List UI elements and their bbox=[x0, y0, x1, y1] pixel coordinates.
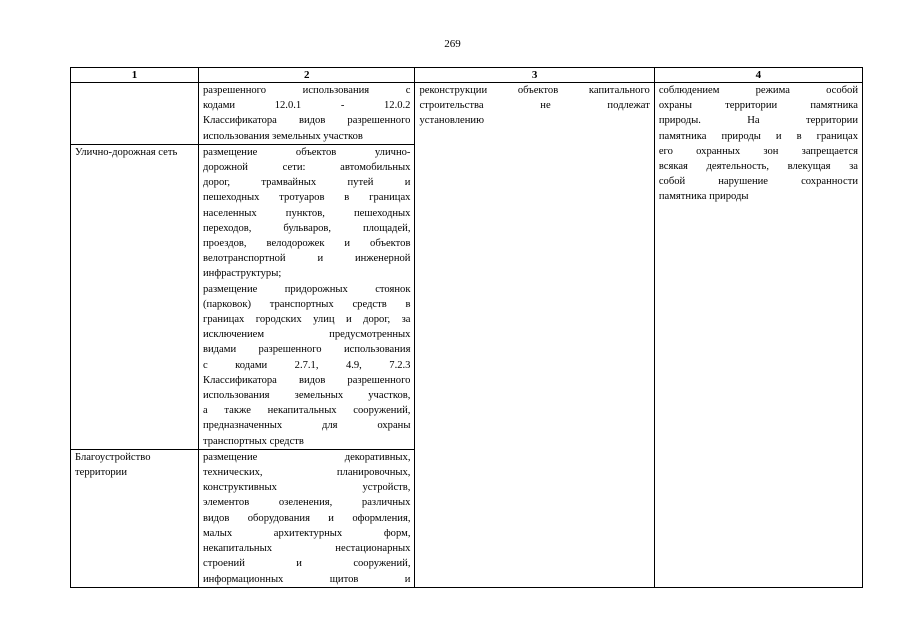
column-header-4: 4 bbox=[654, 68, 862, 83]
text-line: строительства не подлежат bbox=[419, 100, 650, 112]
table-row bbox=[71, 83, 863, 145]
text-line: Классификатора видов разрешенного bbox=[203, 374, 411, 386]
row3-description bbox=[199, 449, 415, 587]
land-use-table bbox=[70, 67, 863, 588]
construction-parameters-cell bbox=[415, 83, 654, 588]
text-line: транспортных средств bbox=[203, 435, 304, 447]
text-line: всякая деятельность, влекущая за bbox=[658, 161, 858, 173]
text-line: видами разрешенного использования bbox=[203, 344, 411, 356]
text-line: велотранспортной и инженерной bbox=[203, 253, 411, 265]
row2-description bbox=[199, 144, 415, 449]
row1-description bbox=[199, 83, 415, 145]
text-line: малых архитектурных форм, bbox=[203, 527, 411, 539]
table-header-row bbox=[71, 68, 863, 83]
text-line: установлению bbox=[419, 115, 484, 127]
text-line: собой нарушение сохранности bbox=[658, 176, 858, 188]
text-line: с кодами 2.7.1, 4.9, 7.2.3 bbox=[203, 359, 411, 371]
text-line: населенных пунктов, пешеходных bbox=[203, 207, 411, 219]
text-line: технических, планировочных, bbox=[203, 467, 411, 479]
text-line: его охранных зон запрещается bbox=[658, 145, 858, 157]
text-line: видов оборудования и оформления, bbox=[203, 512, 411, 524]
text-line: разрешенного использования с bbox=[203, 85, 411, 96]
text-line: Классификатора видов разрешенного bbox=[203, 115, 411, 127]
text-line: проездов, велодорожек и объектов bbox=[203, 238, 411, 250]
text-line: памятника природы и в границах bbox=[658, 130, 858, 142]
text-line: некапитальных нестационарных bbox=[203, 543, 411, 555]
text-line: инфраструктуры; bbox=[203, 268, 282, 280]
text-line: конструктивных устройств, bbox=[203, 482, 411, 494]
column-header-1: 1 bbox=[71, 68, 199, 83]
text-line: предназначенных для охраны bbox=[203, 420, 411, 432]
text-line: соблюдением режима особой bbox=[658, 85, 858, 96]
text-line: памятника природы bbox=[658, 191, 749, 203]
text-line: использования земельных участков bbox=[203, 130, 363, 142]
text-line: а также некапитальных сооружений, bbox=[203, 405, 411, 417]
text-line: реконструкции объектов капитального bbox=[419, 85, 650, 96]
text-line: охраны территории памятника bbox=[658, 100, 858, 112]
text-line: элементов озеленения, различных bbox=[203, 497, 411, 509]
text-line: природы. На территории bbox=[658, 115, 858, 127]
column-header-3: 3 bbox=[415, 68, 654, 83]
page-number: 269 bbox=[444, 38, 461, 50]
column-header-2: 2 bbox=[199, 68, 415, 83]
row1-use-type bbox=[71, 83, 199, 145]
text-line: границах городских улиц и дорог, за bbox=[203, 314, 411, 326]
text-line: кодами 12.0.1 - 12.0.2 bbox=[203, 100, 411, 112]
text-line: пешеходных тротуаров в границах bbox=[203, 192, 411, 204]
text-line: дорожной сети: автомобильных bbox=[203, 162, 411, 174]
text-line: переходов, бульваров, площадей, bbox=[203, 222, 411, 234]
text-line: информационных щитов и bbox=[203, 573, 411, 585]
text-line: исключением предусмотренных bbox=[203, 329, 411, 341]
text-line: использования земельных участков, bbox=[203, 390, 411, 402]
row2-use-type: Улично-дорожная сеть bbox=[71, 144, 199, 449]
text-line: размещение объектов улично- bbox=[203, 146, 411, 158]
row3-use-type: Благоустройство территории bbox=[71, 449, 199, 587]
text-line: дорог, трамвайных путей и bbox=[203, 177, 411, 189]
text-line: размещение декоративных, bbox=[203, 451, 411, 463]
text-line: строений и сооружений, bbox=[203, 558, 411, 570]
text-line: размещение придорожных стоянок bbox=[203, 283, 411, 295]
text-line: (парковок) транспортных средств в bbox=[203, 298, 411, 310]
restrictions-cell bbox=[654, 83, 862, 588]
